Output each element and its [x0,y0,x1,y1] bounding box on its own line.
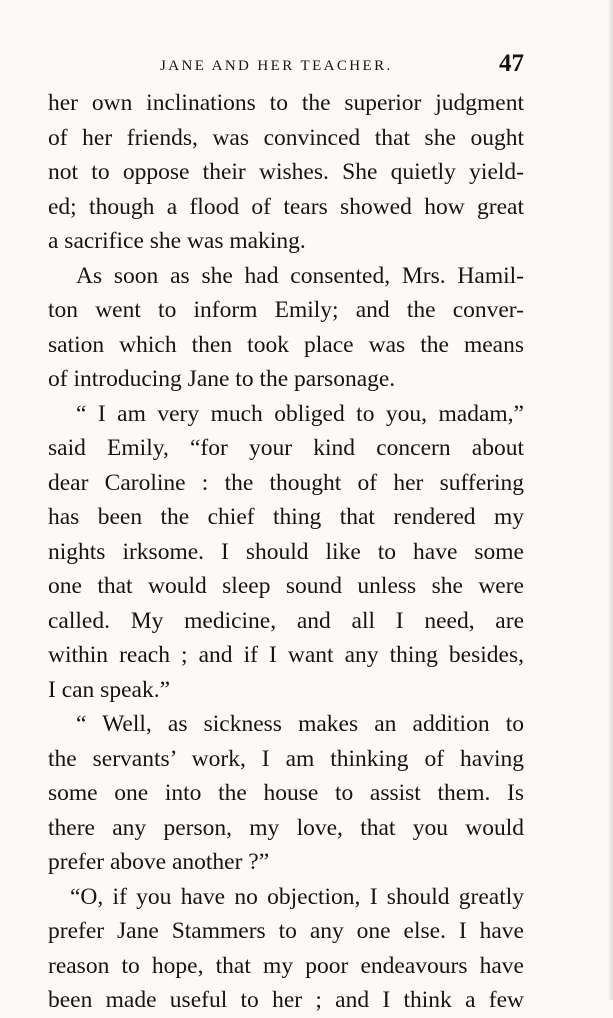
text-line: prefer Jane Stammers to any one else. I have [48,918,524,944]
text-line: “O, if you have no objection, I should greatly [70,883,524,910]
text-line: has been the chief thing that rendered my [48,504,524,530]
text-line: dear Caroline : the thought of her suffering [48,469,524,496]
text-line: one that would sleep sound unless she were [48,573,524,599]
page-number: 47 [499,50,524,77]
text-line: her own inclinations to the superior judgment [48,90,524,116]
running-head: JANE AND HER TEACHER. [160,58,393,74]
text-line: some one into the house to assist them. Is [48,780,524,806]
text-line: of her friends, was convinced that she ought [48,124,524,151]
text-line: I can speak.” [48,676,170,703]
text-line: not to oppose their wishes. She quietly yield- [48,159,524,185]
text-line: ed; though a flood of tears showed how great [48,193,524,220]
text-line: sation which then took place was the means [48,331,524,358]
text-line: ton went to inform Emily; and the conver- [48,297,524,323]
text-line: “ I am very much obliged to you, madam,” [76,400,524,427]
text-line: the servants’ work, I am thinking of having [48,745,524,772]
text-line: called. My medicine, and all I need, are [48,607,524,634]
text-line: nights irksome. I should like to have some [48,538,524,565]
text-line: “ Well, as sickness makes an addition to [76,711,524,737]
page-header [48,50,524,80]
text-line: said Emily, “for your kind concern about [48,435,524,461]
page-edge-shadow [607,0,613,1000]
text-line: within reach ; and if I want any thing besides, [48,642,524,668]
text-line: there any person, my love, that you would [48,814,524,841]
text-line: reason to hope, that my poor endeavours have [48,952,524,979]
body-text [48,86,524,1018]
text-line: of introducing Jane to the parsonage. [48,366,396,392]
text-line: As soon as she had consented, Mrs. Hamil- [76,262,524,289]
text-line: a sacrifice she was making. [48,228,306,254]
text-line: prefer above another ?” [48,849,270,875]
text-line: been made useful to her ; and I think a few [48,987,524,1013]
